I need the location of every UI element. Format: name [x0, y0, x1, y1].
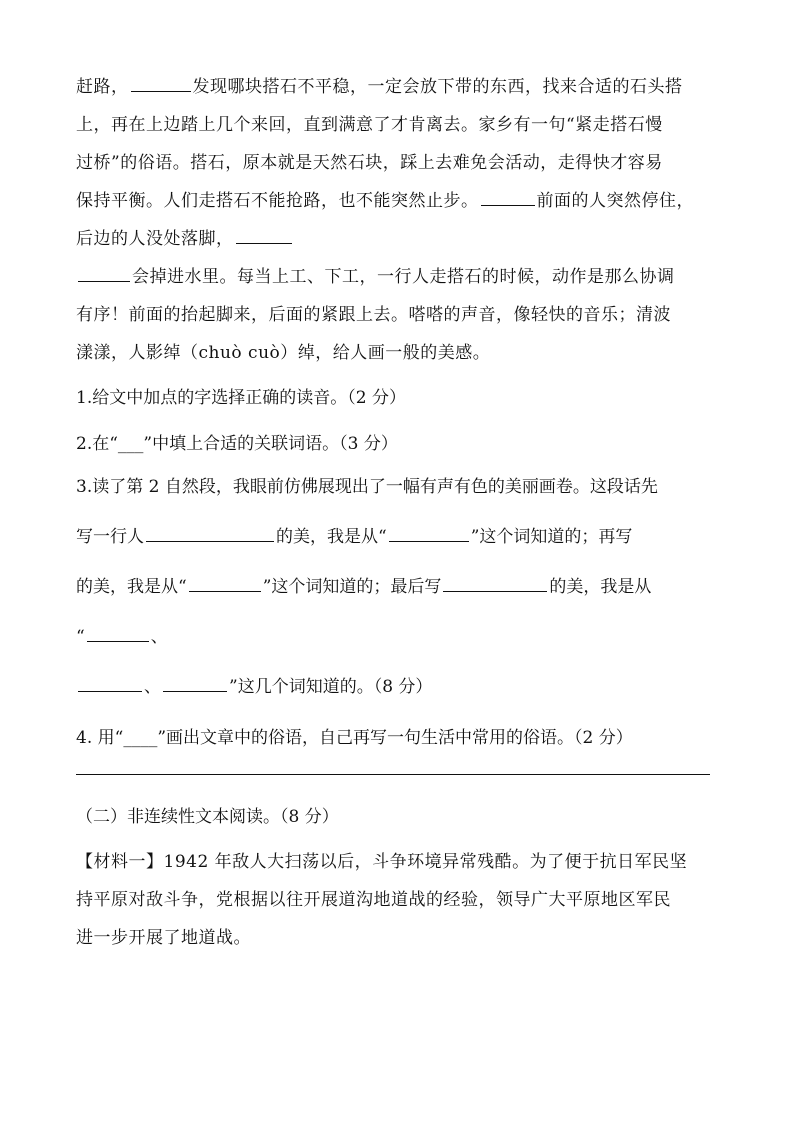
passage-line: [76, 68, 718, 106]
question-3-line-2: [76, 512, 718, 562]
passage-text: 保持平衡。人们走搭石不能抢路，也不能突然止步。: [76, 191, 479, 211]
q3-blank-4[interactable]: [443, 569, 547, 592]
answer-line[interactable]: [76, 774, 710, 775]
question-3: [76, 462, 718, 712]
material-1: [76, 843, 718, 957]
q3-text: 的美，我是从“: [276, 527, 387, 547]
passage-text: 后边的人没处落脚，: [76, 229, 234, 249]
section-2-title: （二）非连续性文本阅读。（8 分）: [76, 807, 339, 827]
question-3-line-4: [76, 612, 718, 662]
question-3-line-5: [76, 662, 718, 712]
fill-blank[interactable]: [236, 221, 292, 244]
passage-line: [76, 334, 718, 372]
passage-text: 漾漾，人影绰（chuò cuò）绰，给人画一般的美感。: [76, 343, 491, 363]
passage-line: [76, 106, 718, 144]
q3-blank-7[interactable]: [163, 669, 227, 692]
passage: [76, 68, 718, 372]
q3-text: “: [76, 627, 85, 647]
passage-text: 有序！前面的抬起脚来，后面的紧跟上去。嗒嗒的声音，像轻快的音乐；清波: [76, 305, 671, 325]
passage-text: 会掉进水里。每当上工、下工，一行人走搭石的时候，动作是那么协调: [132, 267, 675, 287]
q3-blank-1[interactable]: [146, 519, 274, 542]
passage-text: 发现哪块搭石不平稳，一定会放下带的东西，找来合适的石头搭: [192, 77, 683, 97]
material-1-line: 持平原对敌斗争，党根据以往开展道沟地道战的经验，领导广大平原地区军民: [76, 890, 671, 910]
passage-text: 上，再在上边踏上几个来回，直到满意了才肯离去。家乡有一句“紧走搭石慢: [76, 115, 663, 135]
q3-text: ”这个词知道的；最后写: [262, 577, 442, 597]
passage-text: 赶路，: [76, 77, 129, 97]
passage-line: [76, 182, 718, 220]
question-2: 2.在“___”中填上合适的关联词语。（3 分）: [76, 434, 398, 454]
fill-blank[interactable]: [481, 183, 535, 206]
passage-line: [76, 144, 718, 182]
q3-blank-6[interactable]: [78, 669, 142, 692]
q3-blank-3[interactable]: [189, 569, 261, 592]
material-1-line: 【材料一】1942 年敌人大扫荡以后，斗争环境异常残酷。为了便于抗日军民坚: [76, 852, 688, 872]
question-1: 1.给文中加点的字选择正确的读音。（2 分）: [76, 388, 406, 408]
question-3-line-1: 3.读了第 2 自然段，我眼前仿佛展现出了一幅有声有色的美丽画卷。这段话先: [76, 477, 658, 497]
passage-text: 前面的人突然停住，: [536, 191, 694, 211]
q3-text: ”这个词知道的；再写: [470, 527, 633, 547]
fill-blank[interactable]: [131, 69, 191, 92]
q3-text: 的美，我是从: [549, 577, 652, 597]
q3-blank-2[interactable]: [389, 519, 469, 542]
q3-text: 、: [150, 627, 168, 647]
material-1-line: 进一步开展了地道战。: [76, 928, 251, 948]
exam-page: [76, 68, 718, 957]
question-3-line-3: [76, 562, 718, 612]
question-4: 4. 用“____”画出文章中的俗语，自己再写一句生活中常用的俗语。（2 分）: [76, 728, 633, 748]
passage-text: 过桥”的俗语。搭石，原本就是天然石块，踩上去难免会活动，走得快才容易: [76, 153, 663, 173]
fill-blank[interactable]: [78, 259, 130, 282]
q3-text: ”这几个词知道的。（8 分）: [229, 677, 433, 697]
q3-text: 写一行人: [76, 527, 144, 547]
passage-line: [76, 220, 718, 258]
passage-line: [76, 258, 718, 296]
passage-line: [76, 296, 718, 334]
q3-text: 的美，我是从“: [76, 577, 187, 597]
q3-blank-5[interactable]: [87, 619, 149, 642]
q3-text: 、: [144, 677, 161, 697]
